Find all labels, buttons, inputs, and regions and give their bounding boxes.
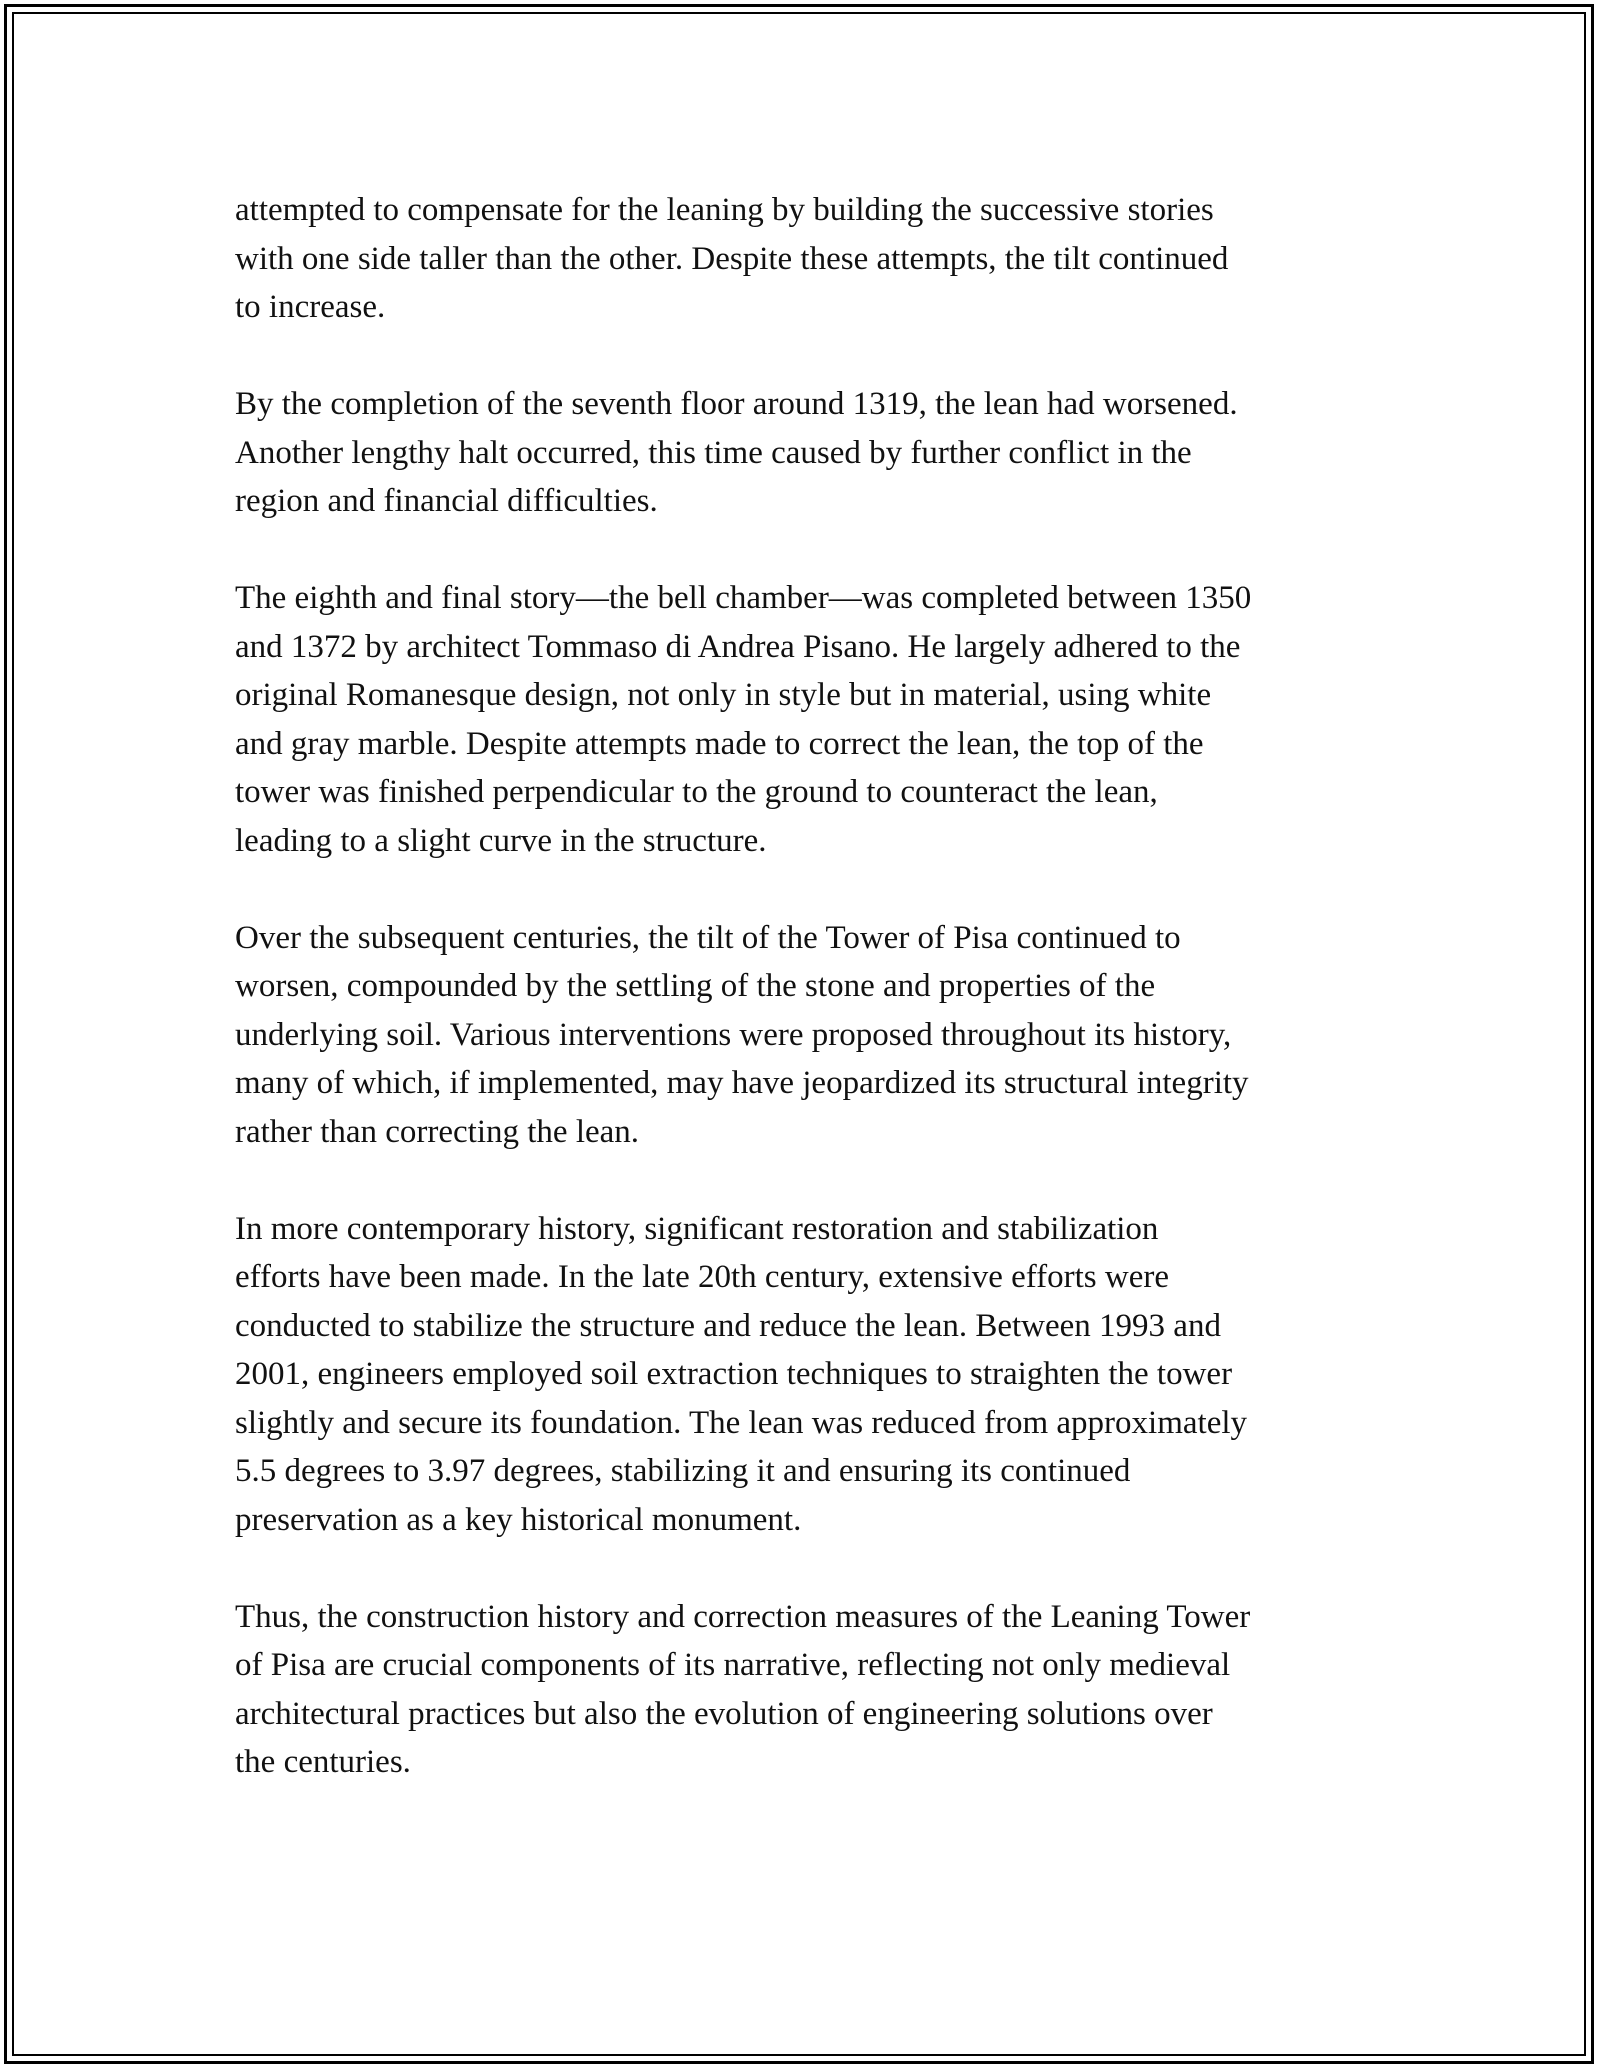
text-line: By the completion of the seventh floor around 1319, the lean had worsened. bbox=[235, 386, 1238, 422]
text-line: In more contemporary history, significant restoration and stabilization bbox=[235, 1210, 1159, 1247]
text-line: conducted to stabilize the structure and reduce the lean. Between 1993 and bbox=[235, 1307, 1221, 1344]
paragraph bbox=[235, 1593, 1370, 1787]
text-line: Thus, the construction history and correction measures of the Leaning Tower bbox=[235, 1598, 1251, 1635]
text-line: rather than correcting the lean. bbox=[235, 1113, 640, 1150]
text-line: preservation as a key historical monument. bbox=[235, 1501, 802, 1538]
text-line: attempted to compensate for the leaning by building the successive stories bbox=[235, 192, 1214, 228]
text-line: the centuries. bbox=[235, 1744, 411, 1780]
text-line: efforts have been made. In the late 20th century, extensive efforts were bbox=[235, 1259, 1170, 1295]
text-line: to increase. bbox=[235, 289, 386, 325]
text-line: many of which, if implemented, may have jeopardized its structural integrity bbox=[235, 1065, 1249, 1101]
text-line: underlying soil. Various interventions were proposed throughout its history, bbox=[235, 1016, 1232, 1053]
paragraph bbox=[235, 380, 1370, 526]
paragraph bbox=[235, 574, 1370, 865]
document-body bbox=[235, 186, 1370, 1835]
text-line: leading to a slight curve in the structure. bbox=[235, 822, 767, 859]
text-line: 5.5 degrees to 3.97 degrees, stabilizing it and ensuring its continued bbox=[235, 1453, 1131, 1489]
text-line: and 1372 by architect Tommaso di Andrea Pisano. He largely adhered to the bbox=[235, 628, 1241, 665]
text-line: tower was finished perpendicular to the ground to counteract the lean, bbox=[235, 774, 1158, 810]
paragraph bbox=[235, 1205, 1370, 1545]
paragraph bbox=[235, 186, 1370, 332]
paragraph bbox=[235, 914, 1370, 1157]
text-line: worsen, compounded by the settling of the stone and properties of the bbox=[235, 968, 1156, 1004]
text-line: Over the subsequent centuries, the tilt of the Tower of Pisa continued to bbox=[235, 919, 1181, 956]
text-line: with one side taller than the other. Despite these attempts, the tilt continued bbox=[235, 240, 1229, 277]
text-line: Another lengthy halt occurred, this time caused by further conflict in the bbox=[235, 434, 1192, 471]
text-line: The eighth and final story—the bell chamber—was completed between 1350 bbox=[235, 580, 1252, 616]
text-line: of Pisa are crucial components of its narrative, reflecting not only medieval bbox=[235, 1647, 1231, 1683]
text-line: 2001, engineers employed soil extraction techniques to straighten the tower bbox=[235, 1356, 1233, 1392]
text-line: region and financial difficulties. bbox=[235, 483, 658, 519]
text-line: and gray marble. Despite attempts made to correct the lean, the top of the bbox=[235, 725, 1204, 762]
text-line: original Romanesque design, not only in style but in material, using white bbox=[235, 677, 1212, 713]
text-line: architectural practices but also the evolution of engineering solutions over bbox=[235, 1695, 1213, 1732]
text-line: slightly and secure its foundation. The lean was reduced from approximately bbox=[235, 1404, 1248, 1441]
